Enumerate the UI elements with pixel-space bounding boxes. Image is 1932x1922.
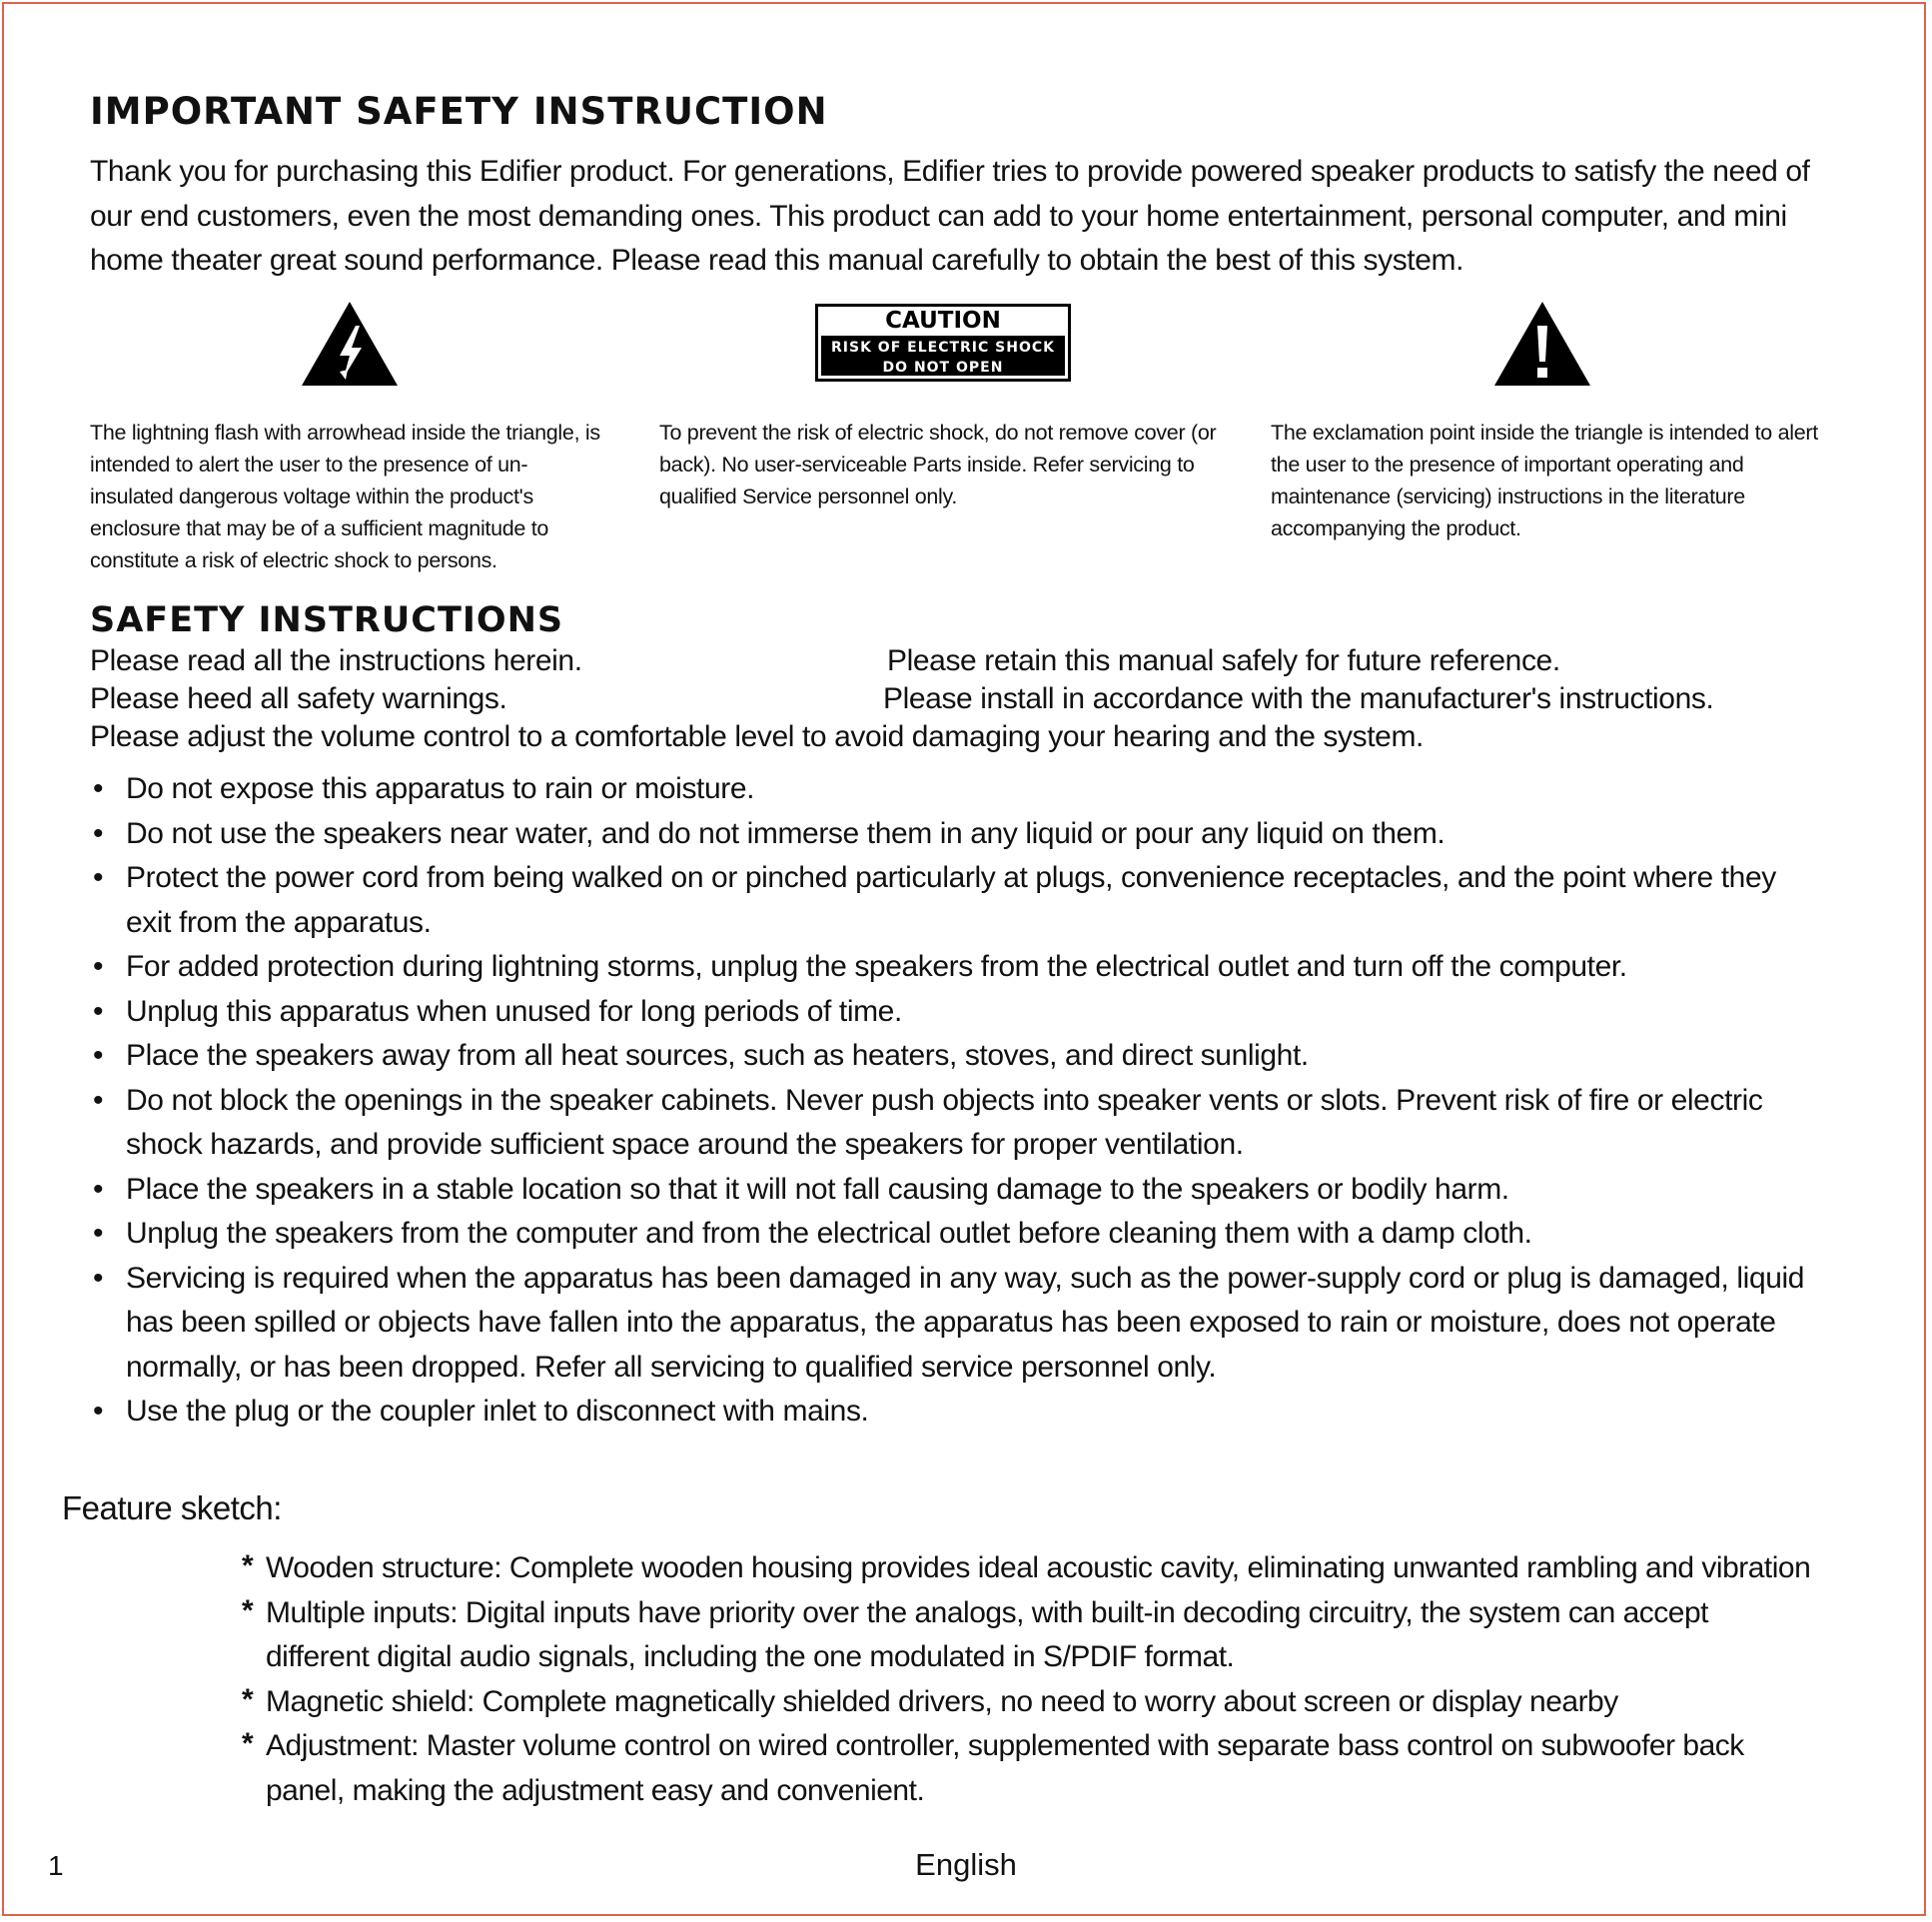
safety-bullet: • Place the speakers in a stable location so that it will not fall causing damage to the speakers or bodily harm.: [90, 1168, 1808, 1213]
safety-line-retain: Please retain this manual safely for future reference.: [887, 644, 1560, 677]
safety-bullet: • Do not expose this apparatus to rain or moisture.: [90, 767, 1808, 812]
page-number: 1: [48, 1850, 64, 1881]
caution-line-1: RISK OF ELECTRIC SHOCK: [831, 340, 1055, 356]
caution-line-2: DO NOT OPEN: [882, 360, 1004, 376]
intro-paragraph: Thank you for purchasing this Edifier product. For generations, Edifier tries to provide powered speaker products to satisfy the need of our end customers, even the most demanding ones. This product can add to your home entertainment, personal computer, and mini home theater great sound performance. Please read this manual carefully to obtain the best of this system.: [90, 155, 1810, 277]
safety-bullet: • Protect the power cord from being walked on or pinched particularly at plugs, convenience receptacles, and the point where they exit from the apparatus.: [90, 856, 1808, 945]
footer-language: English: [915, 1847, 1017, 1882]
caution-label: [815, 304, 1071, 382]
safety-bullet: • Place the speakers away from all heat sources, such as heaters, stoves, and direct sunlight.: [90, 1034, 1808, 1079]
safety-line-volume: Please adjust the volume control to a comfortable level to avoid damaging your hearing and the system.: [90, 720, 1424, 753]
feature-list: [240, 1546, 1818, 1813]
lightning-triangle-icon: [300, 300, 400, 388]
feature-heading: Feature sketch:: [62, 1489, 282, 1526]
safety-bullet: • Use the plug or the coupler inlet to disconnect with mains.: [90, 1390, 1808, 1435]
feature-item: * Multiple inputs: Digital inputs have priority over the analogs, with built-in decoding circuitry, the system can accept different digital audio signals, including the one modulated in S/PDIF format.: [240, 1591, 1818, 1680]
safety-bullet: • Unplug the speakers from the computer and from the electrical outlet before cleaning them with a damp cloth.: [90, 1212, 1808, 1257]
feature-item: * Adjustment: Master volume control on wired controller, supplemented with separate bass control on subwoofer back panel, making the adjustment easy and convenient.: [240, 1724, 1818, 1813]
manual-page: [2, 2, 1926, 1916]
feature-item: * Magnetic shield: Complete magnetically shielded drivers, no need to worry about screen or display nearby: [240, 1680, 1818, 1725]
safety-heading: SAFETY INSTRUCTIONS: [90, 600, 564, 640]
safety-line-read: Please read all the instructions herein.: [90, 644, 582, 677]
caution-warning-band: [821, 336, 1065, 376]
exclamation-triangle-icon: [1492, 300, 1592, 388]
safety-bullet: • Unplug this apparatus when unused for long periods of time.: [90, 990, 1808, 1035]
safety-line-heed: Please heed all safety warnings.: [90, 682, 507, 715]
safety-bullet: • Do not block the openings in the speaker cabinets. Never push objects into speaker vents or slots. Prevent risk of fire or electric shock hazards, and provide sufficient space around the speakers for proper ventilation.: [90, 1079, 1808, 1168]
exclamation-caption: The exclamation point inside the triangle is intended to alert the user to the presence of important operating and maintenance (servicing) instructions in the literature accompanying the product.: [1271, 421, 1818, 540]
safety-bullet: • Do not use the speakers near water, and do not immerse them in any liquid or pour any liquid on them.: [90, 812, 1808, 857]
safety-bullet-list: [90, 767, 1808, 1435]
page-title: IMPORTANT SAFETY INSTRUCTION: [90, 90, 828, 133]
feature-item: * Wooden structure: Complete wooden housing provides ideal acoustic cavity, eliminating unwanted rambling and vibration: [240, 1546, 1818, 1591]
caution-caption: To prevent the risk of electric shock, do not remove cover (or back). No user-serviceable Parts inside. Refer servicing to qualified Service personnel only.: [659, 421, 1217, 508]
caution-title: CAUTION: [885, 308, 1001, 334]
safety-bullet: • Servicing is required when the apparatus has been damaged in any way, such as the power-supply cord or plug is damaged, liquid has been spilled or objects have fallen into the apparatus, the apparatus has been exposed to rain or moisture, does not operate normally, or has been dropped. Refer all servicing to qualified service personnel only.: [90, 1257, 1808, 1391]
lightning-caption: The lightning flash with arrowhead inside the triangle, is intended to alert the user to the presence of un-insulated dangerous voltage within the product's enclosure that may be of a sufficient magnitude to constitute a risk of electric shock to persons.: [90, 421, 600, 572]
safety-line-install: Please install in accordance with the manufacturer's instructions.: [883, 682, 1714, 715]
safety-bullet: • For added protection during lightning storms, unplug the speakers from the electrical outlet and turn off the computer.: [90, 945, 1808, 990]
